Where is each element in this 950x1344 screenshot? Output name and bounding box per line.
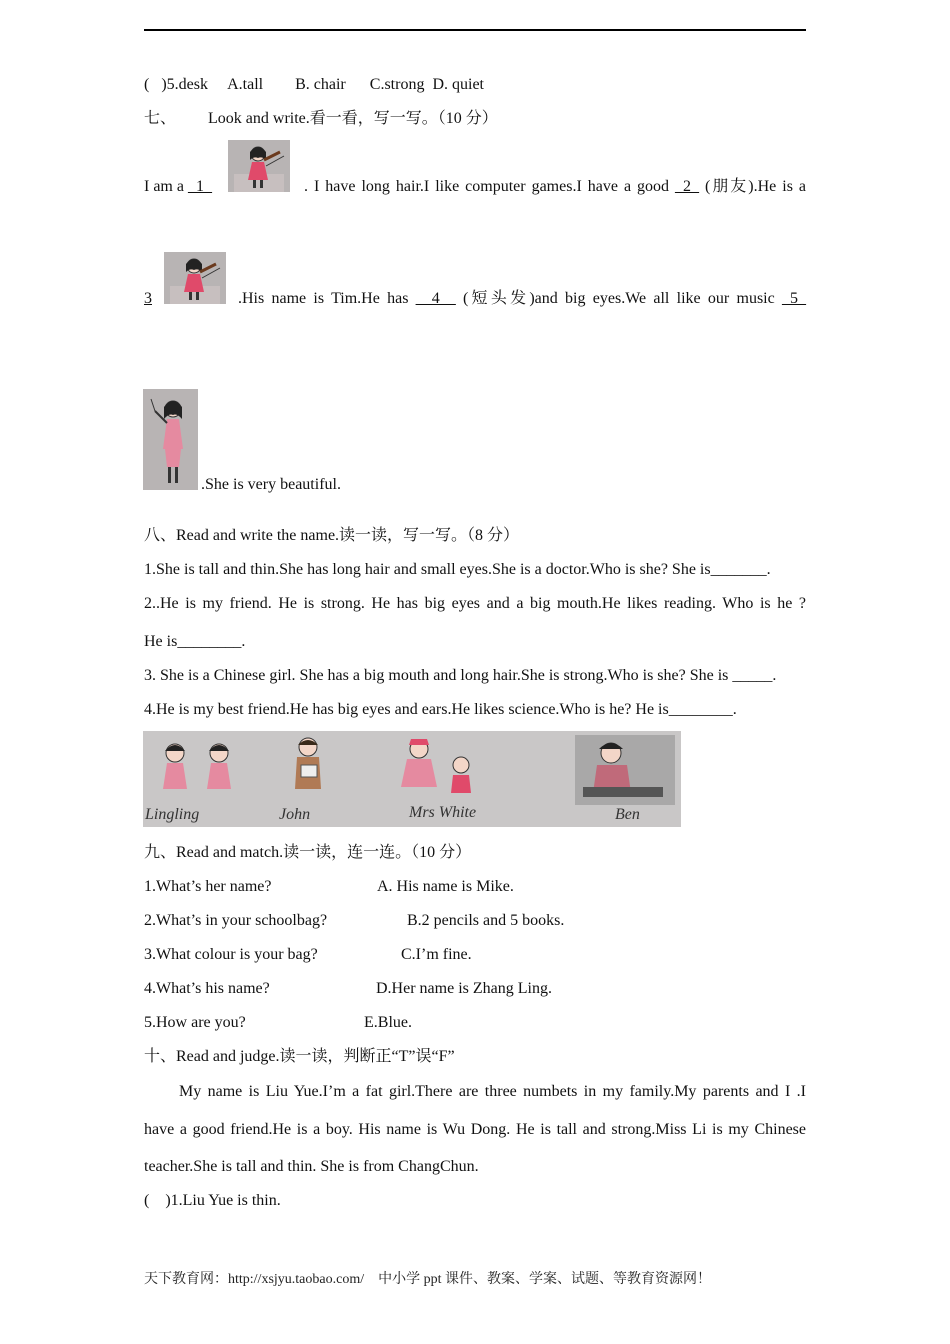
q9-question-4: 4.What’s his name? (144, 980, 270, 997)
q9-question-2: 2.What’s in your schoolbag? (144, 912, 328, 929)
q8-sentence-2: 2..He is my friend. He is strong. He has big eyes and a big mouth.He likes reading. Who is he ? (144, 595, 806, 612)
q8-sentence-3: 3. She is a Chinese girl. She has a big mouth and long hair.She is strong.Who is she? She is _____. (144, 667, 777, 684)
q10-passage-line-1: My name is Liu Yue.I’m a fat girl.There are three numbets in my family.My parents and I .I (179, 1083, 806, 1100)
characters-strip (143, 731, 681, 827)
q10-passage-line-2: have a good friend.He is a boy. His name is Wu Dong. He is tall and strong.Miss Li is my Chinese (144, 1121, 806, 1138)
q7-line3: .She is very beautiful. (201, 476, 341, 493)
q7-line2: .His name is Tim.He has __4__ (短头发)and big eyes.We all like our music _5_ (238, 290, 806, 307)
page-footer: 天下教育网：http://xsjyu.taobao.com/ 中小学 ppt 课件、教案、学案、试题、等教育资源网！ (144, 1272, 711, 1287)
q7-line1-rest: . I have long hair.I like computer games.I have a good _2_ (朋友).He is a (304, 178, 807, 195)
violin-girl-picture-1 (228, 140, 290, 192)
q7-heading: 七、 Look and write.看一看，写一写。（10 分） (144, 110, 498, 127)
q10-judge-1: ( )1.Liu Yue is thin. (144, 1192, 281, 1209)
name-label-john: John (279, 806, 311, 823)
q7-blank-3: 3 (144, 290, 152, 307)
q9-answer-c: C.I’m fine. (401, 946, 472, 963)
q7-line1: I am a _1_ (144, 178, 212, 195)
q9-answer-e: E.Blue. (364, 1014, 412, 1031)
top-rule (144, 29, 806, 31)
q6-item5: ( )5.desk A.tall B. chair C.strong D. quiet (144, 76, 484, 93)
q8-heading: 八、Read and write the name.读一读，写一写。（8 分） (144, 527, 520, 544)
q9-answer-b: B.2 pencils and 5 books. (407, 912, 565, 929)
q9-question-3: 3.What colour is your bag? (144, 946, 318, 963)
q9-question-1: 1.What’s her name? (144, 878, 272, 895)
music-teacher-picture (143, 389, 198, 490)
name-label-mrs-white: Mrs White (409, 804, 477, 821)
q8-sentence-4: 4.He is my best friend.He has big eyes and ears.He likes science.Who is he? He is________. (144, 701, 737, 718)
name-label-ben: Ben (615, 806, 640, 823)
q10-passage-line-3: teacher.She is tall and thin. She is from ChangChun. (144, 1158, 479, 1175)
q9-answer-a: A. His name is Mike. (377, 878, 514, 895)
q8-sentence-2b: He is________. (144, 633, 246, 650)
q9-question-5: 5.How are you? (144, 1014, 246, 1031)
q9-answer-d: D.Her name is Zhang Ling. (376, 980, 552, 997)
violin-girl-picture-2 (164, 252, 226, 304)
q10-heading: 十、Read and judge.读一读，判断正“T”误“F” (144, 1048, 455, 1065)
q8-sentence-1: 1.She is tall and thin.She has long hair and small eyes.She is a doctor.Who is she? She is_______. (144, 561, 771, 578)
q9-heading: 九、Read and match.读一读，连一连。（10 分） (144, 844, 472, 861)
name-label-lingling: Lingling (145, 806, 200, 823)
